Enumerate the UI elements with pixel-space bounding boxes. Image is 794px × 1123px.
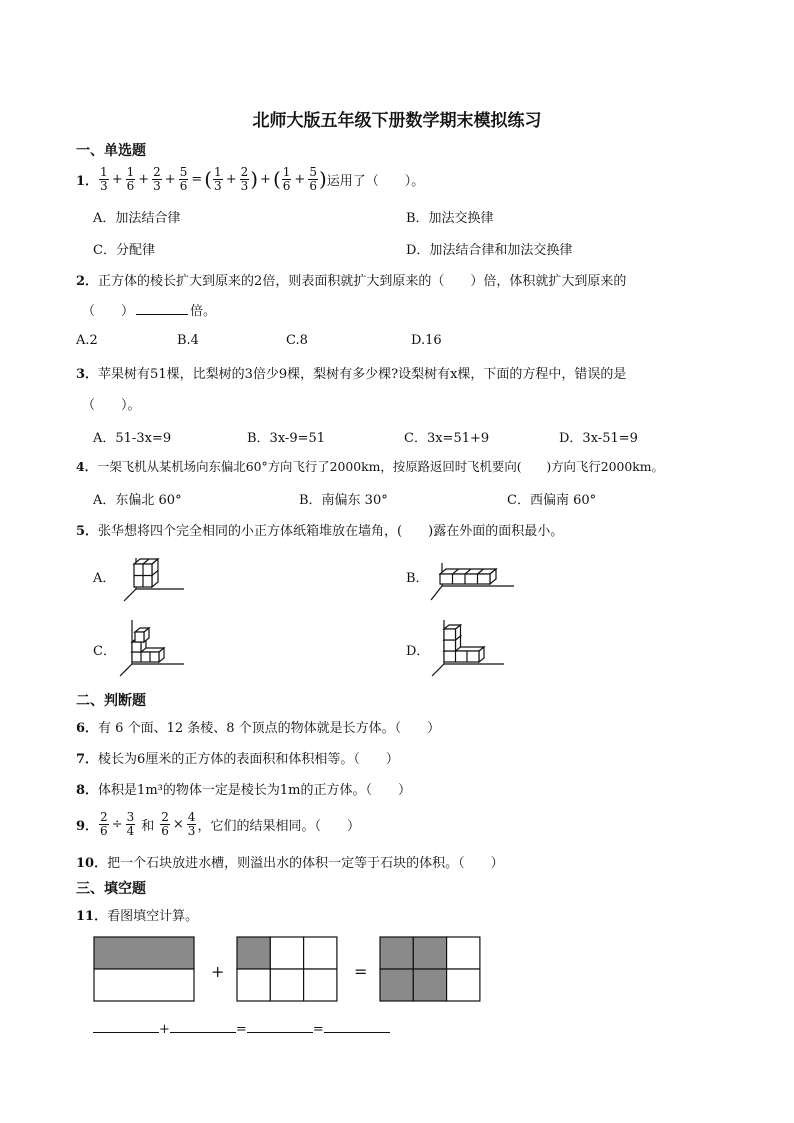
option-c[interactable]: C． bbox=[93, 644, 116, 659]
fraction: $\frac{3}{4}$ bbox=[126, 809, 135, 838]
answer-blank[interactable] bbox=[324, 1020, 390, 1033]
option-c[interactable]: C．分配律 bbox=[93, 243, 155, 258]
question-7 bbox=[76, 748, 399, 767]
question-text: 把一个石块放进水槽，则溢出水的体积一定等于石块的体积。（ ） bbox=[107, 856, 504, 871]
question-6 bbox=[76, 717, 440, 736]
fraction-grid-figure-3 bbox=[379, 936, 481, 1003]
fraction: $\frac{2}{3}$ bbox=[240, 164, 249, 193]
answer-blank[interactable] bbox=[247, 1020, 313, 1033]
option-b[interactable]: B．加法交换律 bbox=[406, 211, 494, 226]
option-b[interactable]: B．3x-9=51 bbox=[247, 431, 326, 446]
option-a[interactable]: A.2 bbox=[76, 333, 98, 348]
question-number: 6． bbox=[76, 721, 99, 736]
question-text: 一架飞机从某机场向东偏北60°方向飞行了2000km，按原路返回时飞机要向( )方向飞行2000km。 bbox=[97, 459, 664, 474]
fraction: $\frac{2}{6}$ bbox=[100, 809, 108, 838]
fraction: $\frac{5}{6}$ bbox=[179, 164, 188, 193]
fraction: $\frac{1}{6}$ bbox=[282, 164, 291, 193]
question-text: 运用了（ ）。 bbox=[326, 173, 425, 189]
page-title: 北师大版五年级下册数学期末模拟练习 bbox=[252, 111, 542, 131]
question-8 bbox=[76, 779, 411, 798]
question-number: 11． bbox=[76, 909, 108, 924]
option-b[interactable]: B．南偏东 30° bbox=[299, 493, 388, 508]
option-b[interactable]: B.4 bbox=[177, 333, 199, 348]
question-2 bbox=[76, 270, 626, 289]
answer-blank[interactable] bbox=[136, 302, 188, 315]
cube-stack-figure-d bbox=[428, 618, 508, 680]
question-5 bbox=[76, 520, 563, 539]
question-text: 看图填空计算。 bbox=[107, 909, 199, 924]
question-2-line-2: （ ） 倍。 bbox=[82, 304, 217, 319]
question-number: 9． bbox=[76, 818, 99, 834]
option-d[interactable]: D．加法结合律和加法交换律 bbox=[406, 243, 573, 258]
option-d[interactable]: D.16 bbox=[411, 333, 442, 348]
cube-stack-figure-c bbox=[116, 618, 188, 680]
option-c[interactable]: C．3x=51+9 bbox=[404, 431, 490, 446]
question-text: 体积是1m³的物体一定是棱长为1m的正方体。（ ） bbox=[98, 783, 411, 798]
option-d[interactable]: D． bbox=[406, 644, 430, 659]
question-text: 张华想将四个完全相同的小正方体纸箱堆放在墙角，( )露在外面的面积最小。 bbox=[98, 524, 564, 539]
fraction: $\frac{1}{6}$ bbox=[126, 164, 135, 193]
answer-blank[interactable] bbox=[170, 1020, 236, 1033]
cube-stack-figure-a bbox=[118, 556, 190, 604]
question-4 bbox=[76, 457, 664, 475]
question-1: 1． $\frac{1}{3}$ + $\frac{1}{6}$ + $\frac{2}{3}$ + $\frac{5}{6}$ = ( $\frac{1}{3}$ + $\frac{2}{3}$ ) + ( $\frac{1}{6}$ + $\frac{5}{6}$ ) 运用了（ ）。 bbox=[76, 164, 425, 193]
option-a[interactable]: A．加法结合律 bbox=[93, 211, 181, 226]
section-heading-fill-in: 三、填空题 bbox=[76, 881, 146, 897]
option-a[interactable]: A．51-3x=9 bbox=[93, 431, 172, 446]
question-number: 10． bbox=[76, 856, 108, 871]
question-number: 4． bbox=[76, 459, 98, 474]
question-text: 棱长为6厘米的正方体的表面积和体积相等。（ ） bbox=[98, 752, 399, 767]
fraction-grid-figure-2 bbox=[236, 936, 338, 1003]
question-number: 5． bbox=[76, 524, 99, 539]
option-c[interactable]: C．西偏南 60° bbox=[507, 493, 597, 508]
fraction-bar-figure-1 bbox=[93, 936, 195, 1003]
plus-sign: + bbox=[211, 962, 225, 981]
question-3-line-2: （ ）。 bbox=[82, 398, 141, 413]
option-d[interactable]: D．3x-51=9 bbox=[559, 431, 638, 446]
fraction: $\frac{1}{3}$ bbox=[100, 164, 108, 193]
question-number: 8． bbox=[76, 783, 99, 798]
question-text: 正方体的棱长扩大到原来的2倍，则表面积就扩大到原来的（ ）倍，体积就扩大到原来的 bbox=[98, 274, 627, 289]
fraction: $\frac{2}{3}$ bbox=[153, 164, 161, 193]
answer-blank[interactable] bbox=[93, 1020, 159, 1033]
question-text: ，它们的结果相同。（ ） bbox=[197, 818, 360, 834]
fraction: $\frac{5}{6}$ bbox=[309, 164, 317, 193]
fraction: $\frac{1}{3}$ bbox=[214, 164, 222, 193]
option-a[interactable]: A． bbox=[93, 571, 116, 586]
question-number: 2． bbox=[76, 274, 99, 289]
fraction: $\frac{4}{3}$ bbox=[187, 809, 196, 838]
question-9: 9． $\frac{2}{6}$ ÷ $\frac{3}{4}$ 和 $\frac{2}{6}$ × $\frac{4}{3}$ ，它们的结果相同。（ ） bbox=[76, 809, 360, 838]
equals-sign: = bbox=[354, 962, 368, 981]
option-a[interactable]: A．东偏北 60° bbox=[93, 493, 182, 508]
section-heading-single-choice: 一、单选题 bbox=[76, 143, 146, 159]
cube-row-figure-b bbox=[428, 561, 518, 603]
question-number: 1． bbox=[76, 173, 99, 189]
question-text: 有 6 个面、12 条棱、8 个顶点的物体就是长方体。（ ） bbox=[98, 721, 441, 736]
question-10 bbox=[76, 852, 504, 871]
fraction: $\frac{2}{6}$ bbox=[161, 809, 169, 838]
answer-line: + = = bbox=[93, 1020, 390, 1037]
option-c[interactable]: C.8 bbox=[286, 333, 308, 348]
question-3 bbox=[76, 363, 626, 382]
question-number: 7． bbox=[76, 752, 99, 767]
question-number: 3． bbox=[76, 367, 99, 382]
option-b[interactable]: B． bbox=[406, 571, 429, 586]
question-text: 苹果树有51棵，比梨树的3倍少9棵，梨树有多少棵?设梨树有x棵，下面的方程中，错误的是 bbox=[98, 367, 627, 382]
section-heading-true-false: 二、判断题 bbox=[76, 693, 146, 709]
question-11 bbox=[76, 905, 198, 924]
